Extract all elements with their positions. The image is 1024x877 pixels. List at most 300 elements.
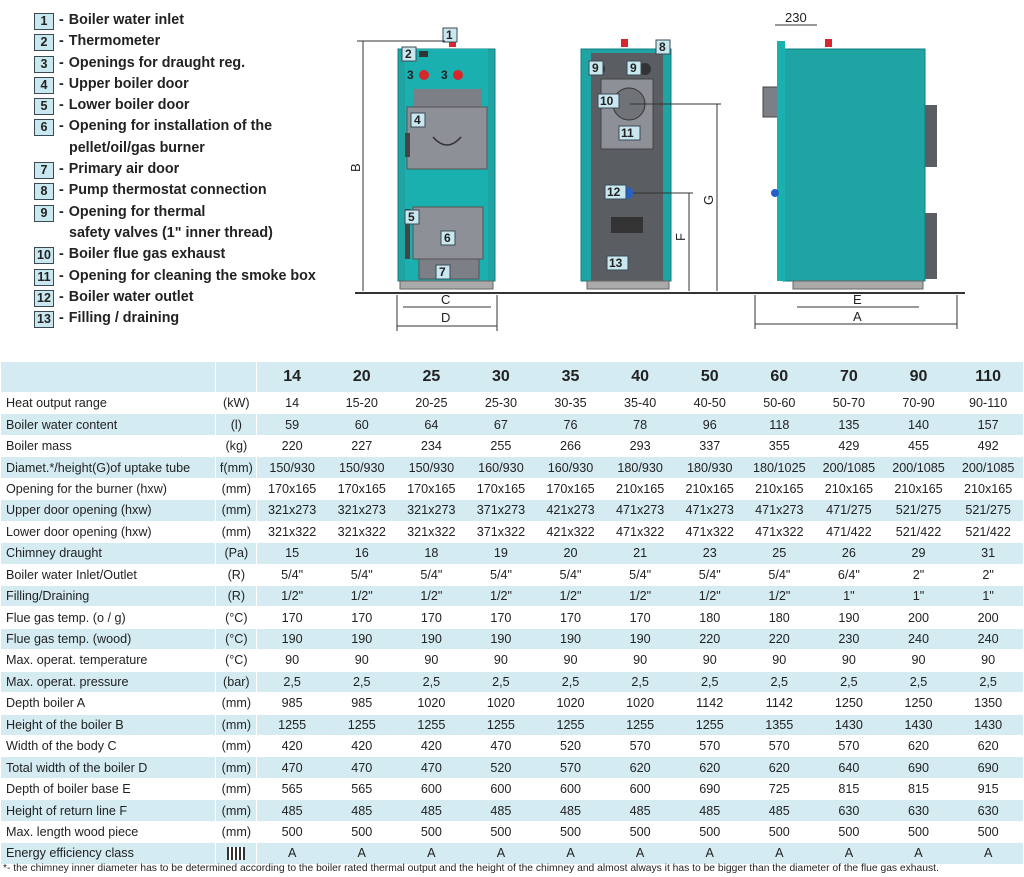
table-cell: 210x165 (675, 478, 745, 499)
table-cell: 140 (884, 414, 954, 435)
table-row (1, 650, 1023, 671)
table-cell: 1430 (884, 714, 954, 735)
table-cell: 1/2" (257, 585, 327, 606)
table-row (1, 500, 1023, 521)
table-cell: 1255 (397, 714, 467, 735)
table-cell: 485 (327, 800, 397, 821)
table-cell: 640 (814, 757, 884, 778)
table-cell: 815 (884, 778, 954, 799)
table-cell: 1020 (605, 693, 675, 714)
table-cell: 170 (536, 607, 606, 628)
parameter-unit: (°C) (216, 628, 257, 649)
dim-B: B (348, 163, 363, 172)
table-cell: 90 (745, 650, 815, 671)
callout-3a: 3 (407, 68, 414, 82)
table-cell: 1350 (953, 693, 1023, 714)
table-cell: 227 (327, 435, 397, 456)
table-cell: 190 (605, 628, 675, 649)
table-cell: 170x165 (466, 478, 536, 499)
table-cell: 200/1085 (814, 457, 884, 478)
table-cell: 500 (814, 821, 884, 842)
table-cell: 5/4" (675, 564, 745, 585)
table-cell: 90-110 (953, 393, 1023, 414)
table-cell: 170x165 (397, 478, 467, 499)
table-cell: 421x322 (536, 521, 606, 542)
model-header: 50 (675, 362, 745, 393)
table-cell: 485 (466, 800, 536, 821)
callout-12: 12 (607, 185, 621, 199)
legend-number: 8 (34, 183, 54, 200)
table-cell: 2,5 (745, 671, 815, 692)
table-row (1, 414, 1023, 435)
parameter-name: Boiler water content (1, 414, 216, 435)
table-cell: 170 (466, 607, 536, 628)
table-cell: 521/422 (884, 521, 954, 542)
table-cell: 5/4" (605, 564, 675, 585)
table-cell: A (536, 843, 606, 864)
table-cell: 471x273 (605, 500, 675, 521)
table-cell: 2,5 (953, 671, 1023, 692)
table-header-row (1, 362, 1023, 393)
table-cell: 471x322 (675, 521, 745, 542)
legend-text: Opening for thermal (68, 203, 206, 220)
table-cell: 470 (397, 757, 467, 778)
table-cell: 180 (745, 607, 815, 628)
table-cell: 15-20 (327, 393, 397, 414)
table-cell: 500 (257, 821, 327, 842)
model-header: 20 (327, 362, 397, 393)
table-cell: 1255 (536, 714, 606, 735)
parameter-unit: (mm) (216, 736, 257, 757)
table-cell: 14 (257, 393, 327, 414)
table-row (1, 457, 1023, 478)
table-cell: 500 (397, 821, 467, 842)
table-cell: 570 (675, 736, 745, 757)
table-cell: 355 (745, 435, 815, 456)
table-cell: 170 (605, 607, 675, 628)
table-cell: 266 (536, 435, 606, 456)
parameter-name: Heat output range (1, 393, 216, 414)
table-cell: 565 (327, 778, 397, 799)
table-cell: 620 (884, 736, 954, 757)
parameter-unit: (mm) (216, 757, 257, 778)
legend-text: Thermometer (68, 33, 161, 50)
legend-item: 1 - Boiler water inlet (34, 10, 364, 31)
legend-number: 3 (34, 56, 54, 73)
table-cell: 150/930 (397, 457, 467, 478)
legend-number: 5 (34, 98, 54, 115)
table-cell: 16 (327, 543, 397, 564)
table-cell: A (953, 843, 1023, 864)
table-cell: 690 (675, 778, 745, 799)
table-cell: 40-50 (675, 393, 745, 414)
table-cell: 2" (884, 564, 954, 585)
legend-number: 9 (34, 205, 54, 222)
table-cell: 485 (257, 800, 327, 821)
table-cell: 620 (745, 757, 815, 778)
callout-7: 7 (439, 265, 446, 279)
table-row (1, 607, 1023, 628)
table-cell: 570 (536, 757, 606, 778)
table-cell: 1250 (814, 693, 884, 714)
legend-number: 11 (34, 269, 54, 286)
parameter-name: Opening for the burner (hxw) (1, 478, 216, 499)
table-cell: 90 (675, 650, 745, 671)
boiler-technical-drawing (345, 5, 1024, 335)
parameter-name: Upper door opening (hxw) (1, 500, 216, 521)
table-cell: 985 (257, 693, 327, 714)
callout-10: 10 (600, 94, 614, 108)
parameter-name: Max. length wood piece (1, 821, 216, 842)
table-cell: 1/2" (675, 585, 745, 606)
table-cell: 471x322 (605, 521, 675, 542)
parameter-unit: (Pa) (216, 543, 257, 564)
table-cell: 60 (327, 414, 397, 435)
legend-item: 8 - Pump thermostat connection (34, 180, 364, 201)
model-header: 25 (397, 362, 467, 393)
table-row (1, 843, 1023, 864)
table-cell: 565 (257, 778, 327, 799)
table-cell: 690 (884, 757, 954, 778)
table-cell: 570 (605, 736, 675, 757)
table-row (1, 564, 1023, 585)
legend-text: Pump thermostat connection (68, 182, 267, 199)
legend-text: Opening for installation of the (68, 118, 273, 135)
table-cell: 18 (397, 543, 467, 564)
table-cell: 90 (814, 650, 884, 671)
legend-text-continued: pellet/oil/gas burner (69, 139, 205, 156)
table-cell: 600 (397, 778, 467, 799)
table-cell: 371x322 (466, 521, 536, 542)
table-cell: 1/2" (745, 585, 815, 606)
table-cell: 500 (536, 821, 606, 842)
table-cell: 471x273 (745, 500, 815, 521)
table-cell: 600 (536, 778, 606, 799)
table-cell: 420 (257, 736, 327, 757)
table-cell: 500 (953, 821, 1023, 842)
table-cell: 1142 (745, 693, 815, 714)
legend-number: 1 (34, 13, 54, 30)
table-cell: 2,5 (327, 671, 397, 692)
table-cell: 520 (536, 736, 606, 757)
table-cell: 35-40 (605, 393, 675, 414)
table-cell: 25-30 (466, 393, 536, 414)
table-cell: 293 (605, 435, 675, 456)
dim-D: D (441, 310, 451, 325)
table-cell: 210x165 (605, 478, 675, 499)
table-cell: 1/2" (605, 585, 675, 606)
table-cell: 570 (745, 736, 815, 757)
table-cell: 600 (466, 778, 536, 799)
table-cell: 90 (397, 650, 467, 671)
legend-text: Lower boiler door (68, 97, 190, 114)
table-cell: 2,5 (466, 671, 536, 692)
back-view (581, 39, 671, 289)
parameter-unit (216, 843, 257, 864)
table-cell: 170 (257, 607, 327, 628)
table-cell: 26 (814, 543, 884, 564)
table-cell: 78 (605, 414, 675, 435)
table-cell: 59 (257, 414, 327, 435)
table-cell: 470 (466, 736, 536, 757)
table-cell: 210x165 (814, 478, 884, 499)
table-cell: 471x273 (675, 500, 745, 521)
table-cell: 1" (953, 585, 1023, 606)
table-cell: 915 (953, 778, 1023, 799)
table-cell: 160/930 (536, 457, 606, 478)
parameter-unit: (R) (216, 564, 257, 585)
legend-text: Boiler water outlet (68, 288, 194, 305)
model-header: 90 (884, 362, 954, 393)
parameter-unit: (°C) (216, 650, 257, 671)
table-cell: 521/422 (953, 521, 1023, 542)
model-header: 60 (745, 362, 815, 393)
table-cell: 485 (745, 800, 815, 821)
table-cell: 1020 (397, 693, 467, 714)
model-header: 30 (466, 362, 536, 393)
model-header: 70 (814, 362, 884, 393)
table-cell: 160/930 (466, 457, 536, 478)
table-cell: 190 (466, 628, 536, 649)
table-cell: 485 (397, 800, 467, 821)
table-cell: 2,5 (675, 671, 745, 692)
legend-item: 13 - Filling / draining (34, 308, 364, 329)
table-cell: 5/4" (397, 564, 467, 585)
callout-5: 5 (408, 210, 415, 224)
table-cell: 455 (884, 435, 954, 456)
table-cell: 1255 (605, 714, 675, 735)
parameter-unit: (mm) (216, 693, 257, 714)
table-cell: 19 (466, 543, 536, 564)
parameter-name: Max. operat. pressure (1, 671, 216, 692)
table-cell: 321x273 (397, 500, 467, 521)
table-cell: 21 (605, 543, 675, 564)
parameter-name: Boiler water Inlet/Outlet (1, 564, 216, 585)
table-cell: 170x165 (327, 478, 397, 499)
parameter-unit: (bar) (216, 671, 257, 692)
table-cell: 337 (675, 435, 745, 456)
table-cell: 500 (605, 821, 675, 842)
parameter-name: Diamet.*/height(G)of uptake tube (1, 457, 216, 478)
legend-item: 6 - Opening for installation of the (34, 116, 364, 137)
table-cell: A (257, 843, 327, 864)
table-cell: 520 (466, 757, 536, 778)
table-row (1, 757, 1023, 778)
table-cell: 371x273 (466, 500, 536, 521)
table-cell: 190 (814, 607, 884, 628)
parameter-unit: (kg) (216, 435, 257, 456)
parameter-unit: (kW) (216, 393, 257, 414)
parameter-name: Total width of the boiler D (1, 757, 216, 778)
table-cell: 67 (466, 414, 536, 435)
legend-number: 4 (34, 77, 54, 94)
table-cell: A (884, 843, 954, 864)
table-cell: 1/2" (466, 585, 536, 606)
table-cell: 620 (605, 757, 675, 778)
side-view (763, 39, 937, 289)
table-cell: 1355 (745, 714, 815, 735)
dim-F: F (673, 233, 688, 241)
table-cell: 220 (745, 628, 815, 649)
table-cell: 485 (605, 800, 675, 821)
table-cell: 1430 (953, 714, 1023, 735)
table-cell: 815 (814, 778, 884, 799)
table-cell: 630 (953, 800, 1023, 821)
parameter-name: Energy efficiency class (1, 843, 216, 864)
dim-C: C (441, 292, 451, 307)
table-cell: 190 (536, 628, 606, 649)
legend-item: 11 - Opening for cleaning the smoke box (34, 266, 364, 287)
table-cell: 20-25 (397, 393, 467, 414)
table-cell: 2,5 (884, 671, 954, 692)
callout-6: 6 (444, 231, 451, 245)
legend-text-continued: safety valves (1" inner thread) (69, 224, 273, 241)
table-cell: 220 (257, 435, 327, 456)
table-cell: 90 (466, 650, 536, 671)
table-cell: 2,5 (814, 671, 884, 692)
table-row (1, 393, 1023, 414)
legend-text: Upper boiler door (68, 75, 189, 92)
legend-text: Primary air door (68, 161, 180, 178)
table-row (1, 521, 1023, 542)
table-cell: 630 (884, 800, 954, 821)
table-cell: 230 (814, 628, 884, 649)
parameter-unit: (mm) (216, 521, 257, 542)
table-row (1, 714, 1023, 735)
legend-text: Openings for draught reg. (68, 54, 246, 71)
table-cell: 234 (397, 435, 467, 456)
model-header: 35 (536, 362, 606, 393)
parameter-unit: (mm) (216, 778, 257, 799)
table-cell: 15 (257, 543, 327, 564)
table-cell: 630 (814, 800, 884, 821)
legend-number: 6 (34, 119, 54, 136)
table-cell: 420 (327, 736, 397, 757)
table-cell: A (745, 843, 815, 864)
callout-2: 2 (405, 47, 412, 61)
parameter-unit: (mm) (216, 714, 257, 735)
table-cell: A (605, 843, 675, 864)
table-row (1, 671, 1023, 692)
table-row (1, 800, 1023, 821)
table-cell: 2,5 (536, 671, 606, 692)
table-row (1, 585, 1023, 606)
table-cell: 500 (884, 821, 954, 842)
table-cell: 157 (953, 414, 1023, 435)
legend-number: 12 (34, 290, 54, 307)
table-cell: 321x322 (327, 521, 397, 542)
legend-item: 3 - Openings for draught reg. (34, 53, 364, 74)
table-row (1, 435, 1023, 456)
table-cell: 90 (257, 650, 327, 671)
table-cell: 210x165 (745, 478, 815, 499)
table-cell: 23 (675, 543, 745, 564)
table-cell: 135 (814, 414, 884, 435)
table-cell: 321x273 (327, 500, 397, 521)
legend-item: 7 - Primary air door (34, 159, 364, 180)
table-cell: 421x273 (536, 500, 606, 521)
table-row (1, 543, 1023, 564)
callout-4: 4 (414, 113, 421, 127)
callout-9b: 9 (630, 61, 637, 75)
footnote: *- the chimney inner diameter has to be determined according to the boiler rated thermal output and the height of the chimney and almost always it has to be bigger than the diameter of the flue gas exhaust. (3, 863, 939, 874)
parameter-name: Height of return line F (1, 800, 216, 821)
table-cell: 255 (466, 435, 536, 456)
table-cell: 321x322 (397, 521, 467, 542)
legend-item: 4 - Upper boiler door (34, 74, 364, 95)
table-cell: 90 (953, 650, 1023, 671)
table-cell: 31 (953, 543, 1023, 564)
table-row (1, 821, 1023, 842)
table-cell: 485 (675, 800, 745, 821)
model-header: 14 (257, 362, 327, 393)
table-cell: 5/4" (466, 564, 536, 585)
table-cell: 2,5 (257, 671, 327, 692)
table-cell: 240 (884, 628, 954, 649)
parameter-name: Width of the body C (1, 736, 216, 757)
legend-item: 2 - Thermometer (34, 31, 364, 52)
table-cell: 170 (327, 607, 397, 628)
parameter-unit: (l) (216, 414, 257, 435)
table-cell: 725 (745, 778, 815, 799)
table-cell: 5/4" (745, 564, 815, 585)
parameter-unit: (mm) (216, 478, 257, 499)
legend-text: Boiler water inlet (68, 12, 184, 28)
table-cell: 1/2" (327, 585, 397, 606)
dim-A: A (853, 309, 862, 324)
table-row (1, 478, 1023, 499)
table-row (1, 778, 1023, 799)
parameter-name: Flue gas temp. (wood) (1, 628, 216, 649)
callout-3b: 3 (441, 68, 448, 82)
table-cell: 2,5 (605, 671, 675, 692)
table-cell: 500 (466, 821, 536, 842)
callout-13: 13 (609, 256, 623, 270)
table-cell: 118 (745, 414, 815, 435)
parameter-name: Depth boiler A (1, 693, 216, 714)
parameter-name: Chimney draught (1, 543, 216, 564)
specifications-table (1, 362, 1023, 865)
dim-G: G (701, 194, 716, 205)
parameter-unit: (mm) (216, 821, 257, 842)
table-cell: 570 (814, 736, 884, 757)
table-cell: A (466, 843, 536, 864)
table-cell: 1020 (466, 693, 536, 714)
table-cell: 620 (675, 757, 745, 778)
table-cell: 50-60 (745, 393, 815, 414)
table-cell: 500 (745, 821, 815, 842)
parameter-name: Lower door opening (hxw) (1, 521, 216, 542)
table-cell: 170x165 (257, 478, 327, 499)
table-cell: 471/275 (814, 500, 884, 521)
table-row (1, 736, 1023, 757)
table-cell: 150/930 (257, 457, 327, 478)
callout-9a: 9 (592, 61, 599, 75)
legend-item: 9 - Opening for thermal (34, 202, 364, 223)
legend-list (34, 10, 364, 329)
table-cell: 521/275 (884, 500, 954, 521)
parameter-unit: (mm) (216, 500, 257, 521)
table-cell: 190 (397, 628, 467, 649)
table-cell: 5/4" (536, 564, 606, 585)
callout-1: 1 (446, 28, 453, 42)
table-cell: 5/4" (257, 564, 327, 585)
parameter-name: Boiler mass (1, 435, 216, 456)
table-cell: 150/930 (327, 457, 397, 478)
table-row (1, 693, 1023, 714)
parameter-unit: (°C) (216, 607, 257, 628)
table-cell: 1/2" (536, 585, 606, 606)
